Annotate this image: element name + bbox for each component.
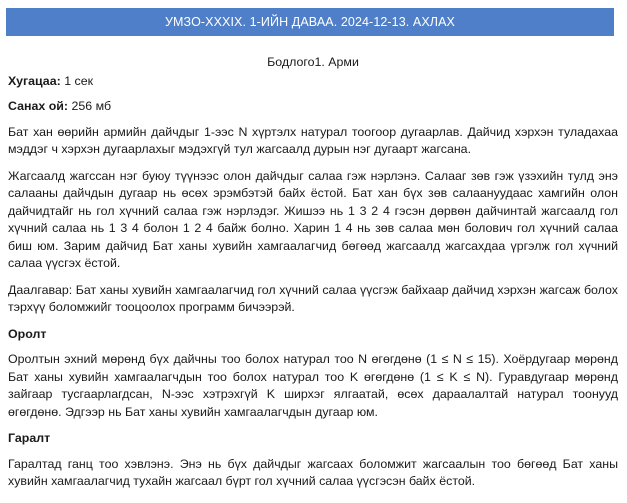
input-heading: Оролт xyxy=(8,326,47,341)
task-paragraph: Даалгавар: Бат ханы хувийн хамгаалагчид гол хүчний салаа үүсгэж байхаар дайчид хэрхэн жагсаж болох тэрхүү боломжийг тооцоолох программ бичээрэй. xyxy=(8,282,618,314)
problem-content xyxy=(8,54,618,500)
time-limit-label: Хугацаа: xyxy=(8,73,61,88)
memory-limit xyxy=(8,98,618,116)
problem-title: Бодлого1. Арми xyxy=(267,55,359,69)
contest-header-bar xyxy=(6,8,614,36)
time-limit xyxy=(8,73,618,91)
input-description: Оролтын эхний мөрөнд бүх дайчны тоо болох натурал тоо N өгөгдөнө (1 ≤ N ≤ 15). Хоёрдугаар мөрөнд Бат ханы хувийн хамгаалагчдын тоо болох натурал тоо K өгөгдөнө (1 ≤ K ≤ N). Гуравдугаар мөрөнд зайгаар тусгаарлагдсан, N-ээс хэтрэхгүй K ширхэг ялгаатай, өсөх дараалалтай натурал тоонууд өгөгдөнө. Эдгээр нь Бат ханы хувийн хамгаалагчдын дугаар юм. xyxy=(8,352,618,419)
memory-limit-label: Санах ой: xyxy=(8,99,69,113)
memory-limit-value: 256 мб xyxy=(71,99,112,113)
time-limit-value: 1 сек xyxy=(64,73,94,88)
statement-paragraph: Жагсаалд жагссан нэг буюу түүнээс олон дайчдыг салаа гэж нэрлэнэ. Салааг зөв гэж үзэхийн тулд энэ салааны дайчдын дугаар нь өсөх эрэмбэтэй байх ёстой. Бат хан бүх зөв салаануудаас хамгийн олон дайчидтайг нь гол хүчний салаа гэж нэрлэдэг. Жишээ нь 1 3 2 4 гэсэн дөрвөн дайчинтай жагсаалд гол хүчний салаа нь 1 3 4 болон 1 2 4 байж болно. Харин 1 4 нь зөв салаа мөн болович гол хүчний салаа биш юм. Зарим дайчид Бат ханы хувийн хамгаалагчид бөгөөд жагсаалд жагсахдаа үргэлж гол хүчний салаа үүсгэх ёстой. xyxy=(8,168,618,270)
output-heading: Гаралт xyxy=(8,431,51,445)
contest-header-title: УМЗО-XXXIX. 1-ИЙН ДАВАА. 2024-12-13. АХЛАХ xyxy=(165,15,455,29)
output-description: Гаралтад ганц тоо хэвлэнэ. Энэ нь бүх дайчдыг жагсаах боломжит жагсаалын тоо бөгөөд Бат ханы хувийн хамгаалагчид тухайн жагсаал бүрт гол хүчний салаа үүсгэсэн байх ёстой. xyxy=(8,456,618,488)
statement-paragraph: Бат хан өөрийн армийн дайчдыг 1-ээс N хүртэлх натурал тоогоор дугаарлав. Дайчид хэрхэн туладахаа мэддэг ч хэрхэн дугаарлахыг мэдэхгүй тул жагсаалд дурын нэг дугаарт жагсана. xyxy=(8,124,618,156)
